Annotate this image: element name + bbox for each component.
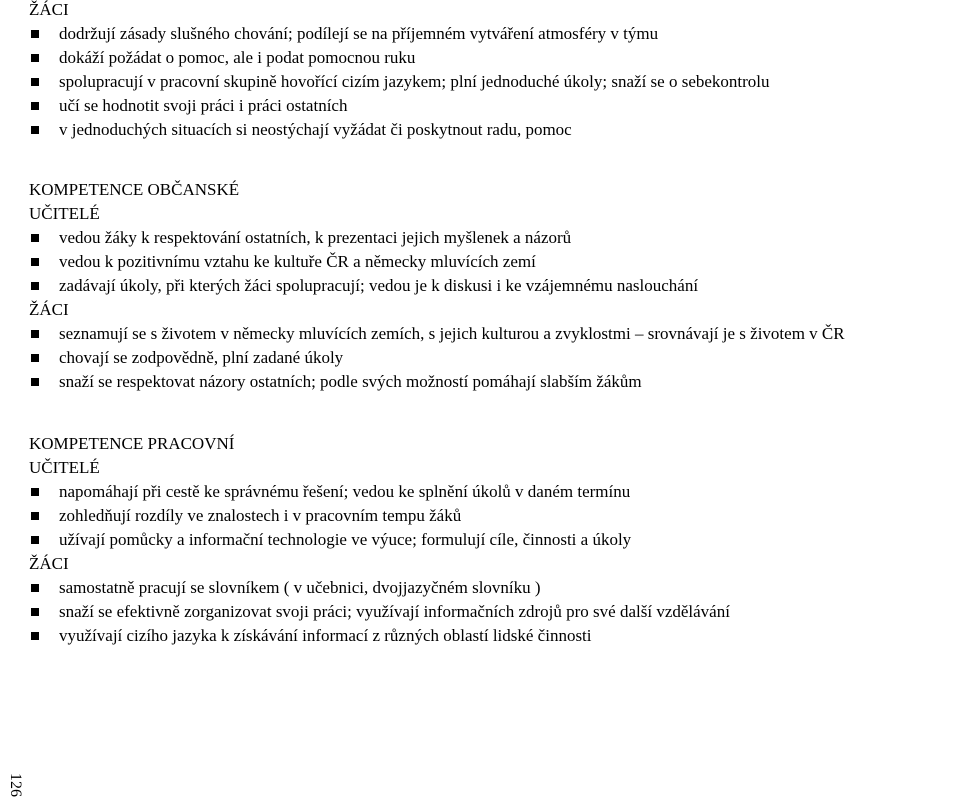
list-item: snaží se respektovat názory ostatních; podle svých možností pomáhají slabším žákům (29, 370, 959, 394)
students-heading: ŽÁCI (29, 300, 69, 319)
list-item: samostatně pracují se slovníkem ( v učebnici, dvojjazyčném slovníku ) (29, 576, 959, 600)
list-item: užívají pomůcky a informační technologie ve výuce; formulují cíle, činnosti a úkoly (29, 528, 959, 552)
square-bullet-icon (31, 282, 39, 290)
work-teachers-list (29, 480, 959, 552)
teachers-heading: UČITELÉ (29, 458, 100, 477)
list-item: seznamují se s životem v německy mluvících zemích, s jejich kulturou a zvyklostmi – srovnávají je s životem v ČR (29, 322, 959, 346)
civic-competence-title: KOMPETENCE OBČANSKÉ (29, 180, 240, 199)
list-item: učí se hodnotit svoji práci i práci ostatních (29, 94, 959, 118)
list-item: zadávají úkoly, při kterých žáci spolupracují; vedou je k diskusi i ke vzájemnému naslouchání (29, 274, 959, 298)
square-bullet-icon (31, 102, 39, 110)
square-bullet-icon (31, 512, 39, 520)
teachers-heading: UČITELÉ (29, 204, 100, 223)
students-heading: ŽÁCI (29, 0, 69, 19)
list-item: vedou žáky k respektování ostatních, k prezentaci jejich myšlenek a názorů (29, 226, 959, 250)
intro-students-list (29, 22, 959, 142)
work-competence-section (29, 432, 959, 552)
square-bullet-icon (31, 78, 39, 86)
intro-students-section (29, 0, 959, 142)
square-bullet-icon (31, 30, 39, 38)
square-bullet-icon (31, 126, 39, 134)
list-item: zohledňují rozdíly ve znalostech i v pracovním tempu žáků (29, 504, 959, 528)
work-students-section (29, 552, 959, 648)
list-item: chovají se zodpovědně, plní zadané úkoly (29, 346, 959, 370)
square-bullet-icon (31, 234, 39, 242)
list-item: využívají cizího jazyka k získávání informací z různých oblastí lidské činnosti (29, 624, 959, 648)
square-bullet-icon (31, 330, 39, 338)
square-bullet-icon (31, 258, 39, 266)
square-bullet-icon (31, 584, 39, 592)
square-bullet-icon (31, 378, 39, 386)
square-bullet-icon (31, 632, 39, 640)
square-bullet-icon (31, 536, 39, 544)
list-item: snaží se efektivně zorganizovat svoji práci; využívají informačních zdrojů pro své další vzdělávání (29, 600, 959, 624)
square-bullet-icon (31, 608, 39, 616)
page-number: 126 (7, 773, 24, 797)
work-competence-title: KOMPETENCE PRACOVNÍ (29, 434, 235, 453)
students-heading: ŽÁCI (29, 554, 69, 573)
civic-teachers-list (29, 226, 959, 298)
square-bullet-icon (31, 354, 39, 362)
list-item: spolupracují v pracovní skupině hovořící cizím jazykem; plní jednoduché úkoly; snaží se o sebekontrolu (29, 70, 959, 94)
list-item: napomáhají při cestě ke správnému řešení; vedou ke splnění úkolů v daném termínu (29, 480, 959, 504)
list-item: v jednoduchých situacích si neostýchají vyžádat či poskytnout radu, pomoc (29, 118, 959, 142)
work-students-list (29, 576, 959, 648)
square-bullet-icon (31, 54, 39, 62)
list-item: vedou k pozitivnímu vztahu ke kultuře ČR a německy mluvících zemí (29, 250, 959, 274)
civic-students-list (29, 322, 959, 394)
civic-competence-section (29, 178, 959, 298)
square-bullet-icon (31, 488, 39, 496)
list-item: dokáží požádat o pomoc, ale i podat pomocnou ruku (29, 46, 959, 70)
civic-students-section (29, 298, 959, 394)
list-item: dodržují zásady slušného chování; podílejí se na příjemném vytváření atmosféry v týmu (29, 22, 959, 46)
